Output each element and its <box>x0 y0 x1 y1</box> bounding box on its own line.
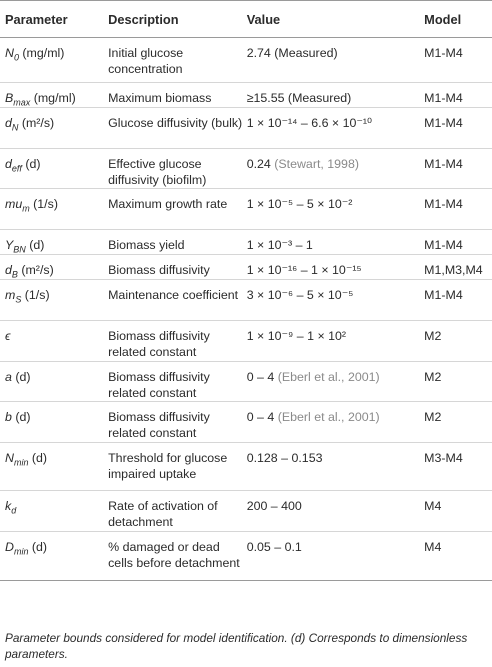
cell-model: M4 <box>424 499 442 513</box>
cell-value <box>247 362 424 402</box>
cell-description: Rate of activation of detachment <box>108 499 218 529</box>
table-row <box>0 532 492 581</box>
cell-value <box>247 321 424 362</box>
cell-model: M2 <box>424 370 442 384</box>
cell-model: M1-M4 <box>424 238 463 252</box>
parameter-unit: (d) <box>11 410 31 424</box>
parameter-subscript: S <box>15 294 22 305</box>
cell-parameter <box>0 108 108 149</box>
cell-description: Biomass yield <box>108 238 185 252</box>
table-row <box>0 402 492 443</box>
parameter-unit: (mg/ml) <box>18 46 65 60</box>
header-description: Description <box>108 1 247 38</box>
cell-parameter <box>0 149 108 189</box>
parameter-subscript: BN <box>13 244 26 255</box>
cell-model: M1-M4 <box>424 288 463 302</box>
cell-parameter <box>0 230 108 255</box>
parameter-subscript: 0 <box>13 52 19 63</box>
table-row <box>0 321 492 362</box>
value-text: 0.05 – 0.1 <box>246 540 302 554</box>
cell-value <box>247 532 424 581</box>
cell-value <box>247 108 424 149</box>
header-parameter: Parameter <box>0 1 108 38</box>
cell-model: M3-M4 <box>424 451 463 465</box>
cell-description: Initial glucose concentration <box>108 46 184 76</box>
value-text: 3 × 10⁻⁶ – 5 × 10⁻⁵ <box>246 288 354 302</box>
parameter-subscript: min <box>13 457 29 468</box>
cell-description: Biomass diffusivity <box>108 263 210 277</box>
cell-parameter <box>0 83 108 108</box>
table-body <box>0 38 492 581</box>
table-row <box>0 443 492 491</box>
value-text: 0.128 – 0.153 <box>246 451 323 465</box>
cell-parameter <box>0 321 108 362</box>
cell-value <box>247 402 424 443</box>
cell-value <box>247 443 424 491</box>
cell-parameter <box>0 189 108 230</box>
cell-description: Biomass diffusivity related constant <box>108 370 210 400</box>
table-row <box>0 362 492 402</box>
value-text: 1 × 10⁻⁹ – 1 × 10² <box>246 329 347 343</box>
table-row <box>0 255 492 280</box>
cell-description: Effective glucose diffusivity (biofilm) <box>108 157 207 187</box>
parameter-unit: (d) <box>25 238 45 252</box>
cell-parameter <box>0 402 108 443</box>
table-row <box>0 149 492 189</box>
cell-value <box>247 83 424 108</box>
table-row <box>0 280 492 321</box>
cell-value <box>247 255 424 280</box>
cell-value <box>247 280 424 321</box>
parameter-unit: (m²/s) <box>18 116 55 130</box>
cell-model: M1-M4 <box>424 116 463 130</box>
cell-model: M1,M3,M4 <box>424 263 483 277</box>
value-text: 0 – 4 <box>246 370 278 384</box>
table-row <box>0 491 492 532</box>
table-row <box>0 189 492 230</box>
cell-model: M2 <box>424 410 442 424</box>
cell-description: % damaged or dead cells before detachment <box>108 540 240 570</box>
value-text: 200 – 400 <box>246 499 302 513</box>
citation-link[interactable]: (Stewart, 1998) <box>274 157 359 171</box>
parameter-symbol: k <box>5 499 12 513</box>
parameter-unit: (d) <box>28 540 48 554</box>
parameter-subscript: max <box>13 97 31 108</box>
parameter-symbol: d <box>5 116 12 130</box>
parameter-symbol: d <box>5 263 12 277</box>
cell-value <box>247 230 424 255</box>
header-model: Model <box>424 1 492 38</box>
value-text: 1 × 10⁻⁵ – 5 × 10⁻² <box>246 197 353 211</box>
table-row <box>0 38 492 83</box>
cell-description: Biomass diffusivity related constant <box>108 410 210 440</box>
value-text: 1 × 10⁻¹⁶ – 1 × 10⁻¹⁵ <box>246 263 362 277</box>
parameter-unit: (m²/s) <box>17 263 54 277</box>
parameter-subscript: m <box>22 203 30 214</box>
parameter-subscript: B <box>11 269 18 280</box>
value-text: 2.74 (Measured) <box>246 46 338 60</box>
parameter-unit: (d) <box>28 451 48 465</box>
cell-value <box>247 149 424 189</box>
cell-description: Threshold for glucose impaired uptake <box>108 451 228 481</box>
cell-parameter <box>0 38 108 83</box>
parameter-unit: (d) <box>21 157 41 171</box>
parameter-subscript: eff <box>11 163 22 174</box>
cell-description: Glucose diffusivity (bulk) <box>108 116 243 130</box>
parameter-symbol: b <box>5 410 12 424</box>
cell-model: M1-M4 <box>424 197 463 211</box>
table-row <box>0 230 492 255</box>
parameter-symbol: mu <box>5 197 23 211</box>
parameter-symbol: d <box>5 157 12 171</box>
cell-description: Maximum biomass <box>108 91 212 105</box>
cell-parameter <box>0 362 108 402</box>
cell-parameter <box>0 443 108 491</box>
cell-model: M1-M4 <box>424 157 463 171</box>
table-row <box>0 108 492 149</box>
cell-parameter <box>0 491 108 532</box>
parameter-symbol: m <box>5 288 16 302</box>
parameter-subscript: N <box>11 122 19 133</box>
parameter-subscript: d <box>11 505 17 516</box>
cell-model: M4 <box>424 540 442 554</box>
value-text: 0 – 4 <box>246 410 278 424</box>
parameter-symbol: ϵ <box>5 329 11 343</box>
cell-value <box>247 38 424 83</box>
cell-parameter <box>0 255 108 280</box>
cell-model: M1-M4 <box>424 91 463 105</box>
cell-parameter <box>0 280 108 321</box>
parameter-symbol: N <box>5 46 14 60</box>
parameter-unit: (d) <box>11 370 31 384</box>
parameter-unit: (1/s) <box>29 197 58 211</box>
value-text: ≥15.55 (Measured) <box>246 91 352 105</box>
value-text: 1 × 10⁻¹⁴ – 6.6 × 10⁻¹⁰ <box>246 116 373 130</box>
parameter-unit: (1/s) <box>21 288 50 302</box>
parameter-symbol: B <box>5 91 14 105</box>
cell-value <box>247 189 424 230</box>
parameter-unit: (mg/ml) <box>30 91 76 105</box>
citation-link[interactable]: (Eberl et al., 2001) <box>277 370 380 384</box>
cell-model: M2 <box>424 329 442 343</box>
parameter-subscript: min <box>13 546 29 557</box>
table-row <box>0 83 492 108</box>
value-text: 1 × 10⁻³ – 1 <box>246 238 313 252</box>
parameter-symbol: Y <box>5 238 14 252</box>
header-value: Value <box>247 1 424 38</box>
parameter-symbol: a <box>5 370 12 384</box>
table-footnote: Parameter bounds considered for model identification. (d) Corresponds to dimensionless parameters. <box>5 631 468 661</box>
value-text: 0.24 <box>246 157 275 171</box>
cell-parameter <box>0 532 108 581</box>
cell-value <box>247 491 424 532</box>
parameter-symbol: D <box>5 540 14 554</box>
cell-description: Maintenance coefficient <box>108 288 239 302</box>
cell-model: M1-M4 <box>424 46 463 60</box>
cell-description: Maximum growth rate <box>108 197 228 211</box>
citation-link[interactable]: (Eberl et al., 2001) <box>277 410 380 424</box>
cell-description: Biomass diffusivity related constant <box>108 329 210 359</box>
header-row <box>0 1 492 38</box>
parameter-symbol: N <box>5 451 14 465</box>
